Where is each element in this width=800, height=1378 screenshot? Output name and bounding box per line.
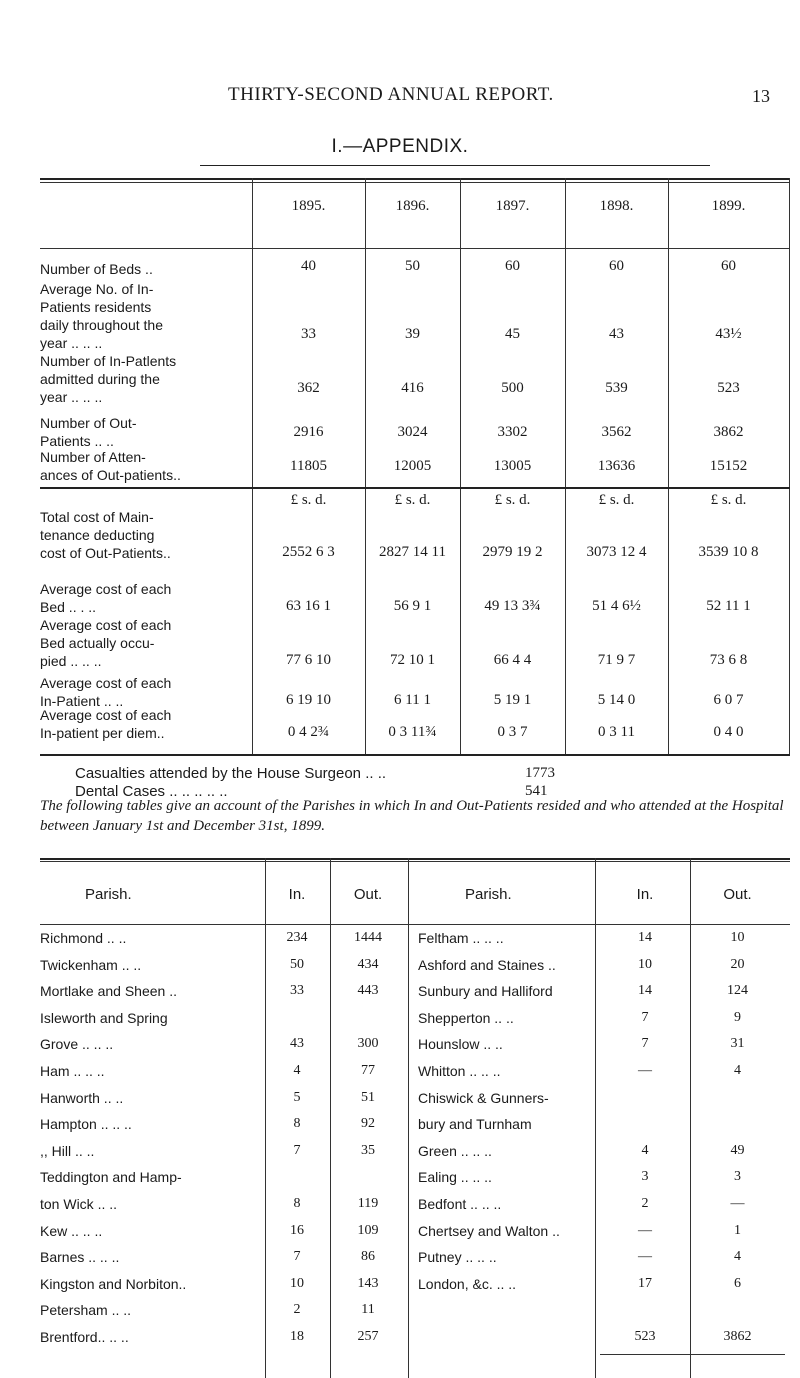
parish-in-right: — (638, 1063, 652, 1078)
cost-value: 73 6 8 (709, 652, 748, 668)
label-line: cost of Out-Patients.. (40, 545, 171, 561)
parish-name-left: Petersham .. .. (40, 1302, 132, 1319)
cost-value: 3073 12 4 (586, 544, 647, 560)
label-line: Average No. of In- (40, 281, 154, 297)
parish-out-right: 4 (734, 1249, 741, 1265)
label-line: Average cost of each (40, 581, 172, 597)
parish-name-left: Richmond .. .. (40, 930, 127, 946)
cost-row-label (40, 706, 171, 742)
parish-name-left: Twickenham .. .. (40, 956, 142, 973)
parish-name-left: Isleworth and Spring (40, 1009, 168, 1026)
label-line: Average cost of each (40, 707, 172, 723)
table-top-rule-2 (40, 182, 790, 183)
cost-value: 6 0 7 (713, 692, 744, 708)
header-parish-left: Parish. (85, 886, 132, 903)
cost-value: 5 19 1 (493, 692, 532, 708)
parish-in-right: 2 (641, 1196, 649, 1211)
report-title: THIRTY-SECOND ANNUAL REPORT. (228, 84, 554, 105)
label-line: Total cost of Main- (40, 509, 154, 525)
parish-in-left: 4 (293, 1063, 301, 1078)
total-rule (600, 1354, 785, 1355)
parish-name-left: Kew .. .. .. (40, 1222, 103, 1239)
parish-in-left: 50 (290, 956, 304, 972)
stats-value: 40 (301, 258, 316, 274)
table-row (40, 1143, 790, 1163)
appendix-title: I.—APPENDIX. (331, 136, 469, 157)
label-line: Bed actually occu- (40, 635, 155, 651)
parish-name-left: Hampton .. .. .. (40, 1116, 132, 1133)
stats-value: 3562 (601, 424, 632, 440)
parish-out-right: 124 (727, 983, 748, 999)
parish-out-right: 49 (730, 1142, 745, 1158)
parish-in-left: 33 (290, 983, 304, 999)
parish-in-left: 7 (293, 1142, 301, 1158)
stats-value: 43 (609, 326, 624, 342)
parish-in-right: 7 (641, 1009, 649, 1025)
label-line: daily throughout the (40, 317, 163, 333)
parish-in-left: 18 (290, 1329, 304, 1344)
stats-value: 3024 (397, 424, 428, 440)
parish-out-right: 1 (734, 1222, 741, 1238)
parish-in-right: 17 (638, 1275, 652, 1291)
parish-out-right: 9 (734, 1009, 741, 1025)
parish-out-left: 86 (361, 1249, 375, 1265)
table-row (40, 1276, 790, 1296)
parish-name-left: Barnes .. .. .. (40, 1249, 120, 1266)
table-row (40, 1063, 790, 1083)
header-rule (40, 248, 790, 249)
parish-in-left: 2 (293, 1302, 301, 1318)
label-line: Patients residents (40, 299, 152, 315)
stats-value: 362 (297, 380, 320, 396)
label-line: year .. .. .. (40, 335, 103, 351)
parish-out-left: 443 (357, 983, 379, 999)
currency-header: £ s. d. (290, 492, 327, 508)
year-header: 1899. (711, 198, 746, 214)
currency-header: £ s. d. (710, 492, 747, 508)
title-rule (200, 165, 710, 166)
table-row (40, 983, 790, 1003)
parish-name-left: Hanworth .. .. (40, 1089, 124, 1106)
cost-value: 72 10 1 (390, 652, 435, 668)
cost-value: 3539 10 8 (698, 544, 759, 560)
currency-header: £ s. d. (494, 492, 531, 508)
parish-out-left: 11 (361, 1302, 375, 1318)
parish-name-left: Brentford.. .. .. (40, 1329, 129, 1345)
parish-header-row (40, 886, 790, 906)
table-row (40, 1116, 790, 1136)
parish-name-left: ton Wick .. .. (40, 1196, 118, 1212)
stats-value: 15152 (709, 458, 748, 474)
stats-value: 33 (301, 326, 316, 342)
table-row (40, 1196, 790, 1216)
label-line: In-Patient .. .. (40, 693, 124, 709)
label-line: Patients .. .. (40, 433, 114, 449)
cost-value: 51 4 6½ (592, 598, 641, 614)
parish-out-right: 3 (734, 1169, 741, 1185)
intro-paragraph: The following tables give an account of the Parishes in which In and Out-Patients resided and who attended at the Hospital between January 1st and December 31st, 1899. (40, 798, 784, 834)
label-line: year .. .. .. (40, 389, 103, 405)
header-out-right: Out. (723, 886, 752, 903)
cost-value: 0 3 11 (598, 724, 635, 740)
parish-out-right: 6 (734, 1275, 741, 1291)
stats-row-label (40, 414, 136, 450)
casualties-value: 1773 (525, 765, 555, 781)
parish-name-left: Mortlake and Sheen .. (40, 983, 177, 1000)
label-line: Number of In-Patlents (40, 353, 177, 369)
parish-in-left: 8 (293, 1116, 301, 1132)
cost-row-label (40, 674, 171, 710)
cost-row-label (40, 580, 171, 616)
stats-value: 416 (401, 380, 424, 396)
table-bottom-rule (40, 754, 790, 756)
parish-name-left: ,, Hill .. .. (40, 1142, 95, 1159)
header-out-left: Out. (353, 886, 383, 903)
cost-row-label (40, 616, 171, 670)
parish-in-left: 16 (290, 1222, 304, 1238)
parish-out-left: 119 (357, 1196, 379, 1211)
parish-name-right: Ashford and Staines .. (418, 956, 556, 973)
parish-name-right: Shepperton .. .. (418, 1009, 514, 1026)
parish-out-left: 1444 (354, 930, 382, 945)
stats-value: 11805 (290, 458, 327, 474)
cost-value: 63 16 1 (286, 598, 331, 614)
parish-name-left: Kingston and Norbiton.. (40, 1275, 187, 1292)
cost-value: 0 4 2¾ (287, 724, 330, 740)
parish-in-left: 234 (286, 930, 308, 945)
cost-value: 0 3 7 (497, 724, 528, 740)
parish-name-right: Whitton .. .. .. (418, 1063, 501, 1079)
stats-value: 13636 (597, 458, 636, 474)
cost-value: 0 3 11¾ (388, 724, 437, 740)
stats-value: 500 (501, 380, 524, 396)
year-header: 1897. (495, 198, 530, 214)
parish-out-left: 77 (361, 1063, 375, 1078)
cost-value: 6 19 10 (286, 692, 331, 708)
year-header: 1895. (291, 198, 326, 214)
stats-value: 45 (505, 326, 520, 342)
cost-value: 2979 19 2 (482, 544, 543, 560)
parish-name-right: Sunbury and Halliford (418, 983, 553, 1000)
stats-row-label (40, 448, 181, 484)
parish-name-right: Ealing .. .. .. (418, 1169, 492, 1186)
table-row (40, 1329, 790, 1349)
parish-out-right: — (730, 1196, 745, 1211)
parish-name-right: Bedfont .. .. .. (418, 1196, 502, 1212)
parish-in-right: 14 (638, 983, 652, 999)
stats-value: 523 (717, 380, 740, 396)
stats-row-label (40, 352, 176, 406)
parish-out-left: 51 (361, 1089, 375, 1105)
page-number: 13 (752, 86, 770, 106)
year-header: 1896. (395, 198, 430, 214)
table-row (40, 1223, 790, 1243)
parish-out-left: 257 (357, 1329, 379, 1344)
table-row (40, 1169, 790, 1189)
parish-name-right: Putney .. .. .. (418, 1249, 497, 1266)
col-divider (789, 178, 790, 755)
label-line: Number of Atten- (40, 449, 146, 465)
parish-name-left: Grove .. .. .. (40, 1036, 114, 1053)
cost-value: 49 13 3¾ (484, 598, 541, 614)
label-line: ances of Out-patients.. (40, 467, 181, 483)
cost-value: 52 11 1 (706, 598, 751, 614)
parish-in-left: 43 (290, 1036, 304, 1052)
parish-in-right: 10 (638, 956, 652, 972)
cost-value: 2827 14 11 (379, 544, 446, 560)
table-top-rule (40, 178, 790, 180)
stats-value: 43½ (715, 326, 742, 342)
parish-name-right: Feltham .. .. .. (418, 930, 504, 946)
currency-header: £ s. d. (598, 492, 635, 508)
year-header: 1898. (599, 198, 634, 214)
parish-in-left: 10 (290, 1275, 304, 1291)
cost-row-label (40, 508, 171, 562)
label-line: Average cost of each (40, 617, 172, 633)
cost-value: 56 9 1 (393, 598, 432, 614)
parish-out-left: 109 (357, 1222, 379, 1238)
parish-header-rule (40, 924, 790, 925)
stats-value: 50 (405, 258, 420, 274)
table-row (40, 957, 790, 977)
section-rule (40, 487, 790, 489)
casualties-label: Casualties attended by the House Surgeon .. .. (75, 765, 387, 782)
header-parish-right: Parish. (465, 886, 512, 903)
parish-out-left: 434 (357, 956, 379, 972)
parish-name-right: Hounslow .. .. (418, 1036, 503, 1053)
label-line: Number of Out- (40, 415, 137, 431)
parish-in-right: 4 (641, 1142, 649, 1158)
parish-out-left: 92 (361, 1116, 375, 1132)
casualties-line (75, 765, 555, 782)
parish-name-right: London, &c. .. .. (418, 1275, 517, 1292)
table-row (40, 1010, 790, 1030)
parish-top-rule-2 (40, 861, 790, 862)
stats-value: 60 (721, 258, 736, 274)
stats-value: 2916 (293, 424, 324, 440)
parish-in-left: 8 (293, 1196, 301, 1211)
dental-label: Dental Cases .. .. .. .. .. (75, 783, 228, 800)
table-row (40, 1302, 790, 1322)
stats-row-label (40, 280, 163, 352)
label-line: Number of Beds .. (40, 261, 153, 277)
parish-name-left: Teddington and Hamp- (40, 1169, 182, 1186)
parish-name-right: bury and Turnham (418, 1116, 532, 1133)
stats-value: 539 (605, 380, 628, 396)
header-in-left: In. (288, 886, 306, 903)
stats-value: 39 (405, 326, 420, 342)
parish-in-right: 523 (634, 1329, 656, 1344)
label-line: tenance deducting (40, 527, 155, 543)
parish-in-right: — (638, 1249, 652, 1265)
label-line: pied .. .. .. (40, 653, 102, 669)
parish-in-right: 3 (641, 1169, 649, 1185)
parish-top-rule (40, 858, 790, 860)
table-row (40, 1036, 790, 1056)
label-line: In-patient per diem.. (40, 725, 165, 741)
table-row (40, 1090, 790, 1110)
parish-out-right: 4 (734, 1063, 741, 1078)
dental-value: 541 (525, 783, 548, 799)
parish-name-right: Green .. .. .. (418, 1142, 492, 1159)
table-row (40, 1249, 790, 1269)
parish-name-left: Ham .. .. .. (40, 1063, 105, 1079)
label-line: admitted during the (40, 371, 160, 387)
cost-value: 0 4 0 (713, 724, 744, 740)
stats-value: 3302 (497, 424, 528, 440)
stats-value: 12005 (393, 458, 432, 474)
stats-value: 60 (505, 258, 520, 274)
parish-name-right: Chiswick & Gunners- (418, 1089, 549, 1106)
parish-in-left: 7 (293, 1249, 301, 1265)
parish-out-left: 35 (361, 1142, 375, 1158)
label-line: Bed .. . .. (40, 599, 97, 615)
parish-out-left: 143 (357, 1275, 379, 1291)
table-row (40, 930, 790, 950)
label-line: Average cost of each (40, 675, 172, 691)
cost-value: 77 6 10 (286, 652, 331, 668)
parish-out-right: 31 (730, 1036, 745, 1052)
parish-out-right: 20 (730, 956, 745, 972)
parish-in-right: 14 (638, 930, 652, 945)
parish-in-right: — (638, 1222, 652, 1238)
parish-out-right: 3862 (723, 1329, 752, 1344)
currency-header: £ s. d. (394, 492, 431, 508)
cost-value: 6 11 1 (394, 692, 431, 708)
stats-value: 3862 (713, 424, 744, 440)
stats-value: 60 (609, 258, 624, 274)
cost-value: 2552 6 3 (282, 544, 335, 560)
header-in-right: In. (636, 886, 654, 903)
cost-value: 66 4 4 (493, 652, 532, 668)
stats-row-label (40, 260, 153, 278)
parish-out-right: 10 (730, 930, 745, 945)
parish-in-right: 7 (641, 1036, 649, 1052)
stats-value: 13005 (493, 458, 532, 474)
cost-value: 5 14 0 (597, 692, 636, 708)
parish-in-left: 5 (293, 1089, 301, 1105)
cost-value: 71 9 7 (597, 652, 636, 668)
parish-out-left: 300 (357, 1036, 379, 1052)
parish-name-right: Chertsey and Walton .. (418, 1222, 560, 1239)
